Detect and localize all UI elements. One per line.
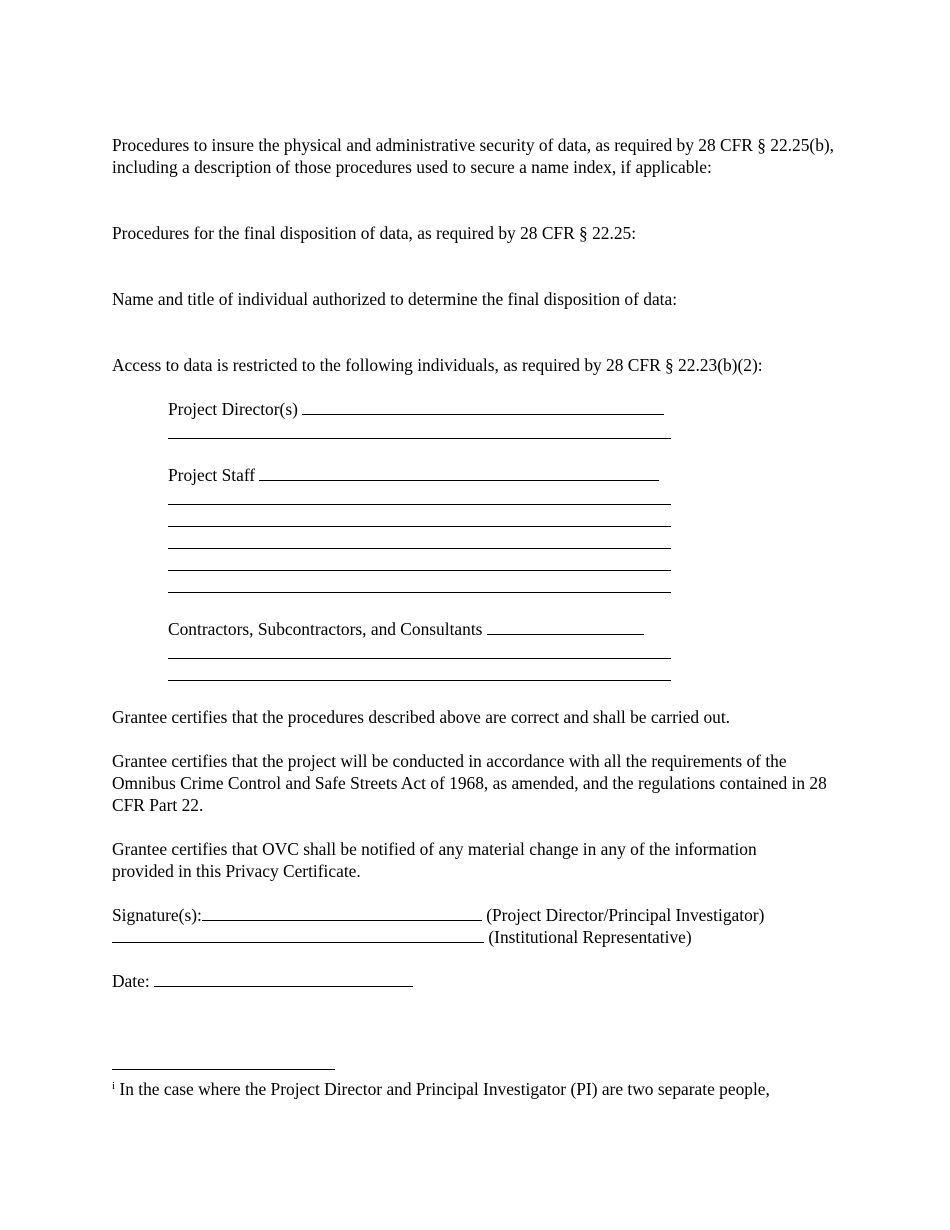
date-blank[interactable] [154,970,413,987]
project-staff-blank-line[interactable] [168,592,671,593]
contractors-blank[interactable] [487,618,644,635]
certification-procedures: Grantee certifies that the procedures described above are correct and shall be carried out. [112,707,731,727]
footnote-text: In the case where the Project Director and Principal Investigator (PI) are two separate people, [119,1079,770,1099]
project-staff-row [168,464,659,486]
project-staff-blank-line[interactable] [168,526,671,527]
contractors-blank-line[interactable] [168,658,671,659]
signature-blank-project-director[interactable] [202,904,482,921]
footnote [112,1078,872,1100]
final-disposition-text: Procedures for the final disposition of data, as required by 28 CFR § 22.25: [112,223,637,243]
signature-role-institutional-rep: (Institutional Representative) [488,927,692,947]
date-label: Date: [112,971,150,991]
project-director-blank[interactable] [302,398,664,415]
signature-blank-institutional-rep[interactable] [112,926,484,943]
date-row [112,970,852,992]
footnote-separator [112,1069,335,1070]
project-staff-blank-line[interactable] [168,570,671,571]
authorized-individual-text: Name and title of individual authorized to determine the final disposition of data: [112,289,678,309]
signature-label: Signature(s): [112,905,202,925]
project-director-row [168,398,664,420]
project-staff-blank[interactable] [259,464,659,481]
project-director-label: Project Director(s) [168,399,298,419]
footnote-marker: i [112,1080,116,1092]
contractors-blank-line[interactable] [168,680,671,681]
contractors-row [168,618,644,640]
signature-row-2 [112,926,852,948]
project-staff-blank-line[interactable] [168,504,671,505]
signature-role-project-director: (Project Director/Principal Investigator) [486,905,765,925]
security-procedures-text: Procedures to insure the physical and administrative security of data, as required by 28 CFR § 22.25(b), including a description of those procedures used to secure a name index, if applicable: [112,135,835,177]
access-restriction-text: Access to data is restricted to the following individuals, as required by 28 CFR § 22.23(b)(2): [112,355,763,375]
certification-notification: Grantee certifies that OVC shall be notified of any material change in any of the information provided in this Privacy Certificate. [112,839,757,881]
project-staff-label: Project Staff [168,465,256,485]
project-staff-blank-line[interactable] [168,548,671,549]
signature-row-1 [112,904,852,926]
project-director-blank-line[interactable] [168,438,671,439]
contractors-label: Contractors, Subcontractors, and Consultants [168,619,483,639]
certification-requirements: Grantee certifies that the project will be conducted in accordance with all the requirements of the Omnibus Crime Control and Safe Streets Act of 1968, as amended, and the regulations contained in 28 CFR Part 22. [112,751,827,815]
